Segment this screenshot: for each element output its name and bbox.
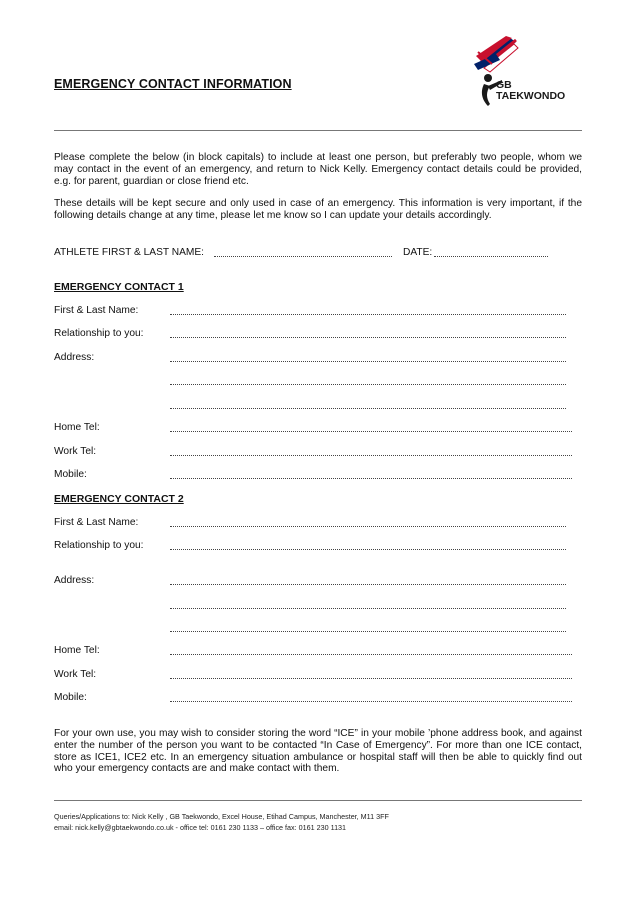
footer-address: Queries/Applications to: Nick Kelly , GB Taekwondo, Excel House, Etihad Campus, Manchester, M11 3FF <box>54 812 389 821</box>
contact2-heading: EMERGENCY CONTACT 2 <box>54 493 184 505</box>
contact1-address-row-2 <box>54 375 584 389</box>
privacy-paragraph: These details will be kept secure and only used in case of an emergency. This information is very important, if the following details change at any time, please let me know so I can update your details accordingly. <box>54 198 582 221</box>
contact2-work-tel-label: Work Tel: <box>54 669 97 680</box>
page-title: EMERGENCY CONTACT INFORMATION <box>54 77 292 91</box>
date-field[interactable] <box>434 256 548 257</box>
athlete-name-label: ATHLETE FIRST & LAST NAME: <box>54 247 205 258</box>
contact1-home-tel-label: Home Tel: <box>54 422 100 433</box>
footer-divider <box>54 800 582 801</box>
logo-wordmark <box>496 80 565 102</box>
ice-paragraph: For your own use, you may wish to consider storing the word “ICE” in your mobile ’phone address book, and against enter the number of the person you want to be contacted “In Case of Emergency”. For more than one ICE contact, store as ICE1, ICE2 etc. In an emergency situation ambulance or hospital staff will then be able to quickly find out who your emergency contacts are and make contact with them. <box>54 728 582 775</box>
logo-line-gb: GB <box>496 79 512 91</box>
contact1-name-row <box>54 305 584 319</box>
contact2-address-label: Address: <box>54 575 95 586</box>
athlete-row <box>54 247 582 261</box>
contact2-address-field-3[interactable] <box>170 631 566 632</box>
contact2-mobile-label: Mobile: <box>54 692 87 703</box>
footer-contact: email: nick.kelly@gbtaekwondo.co.uk - office tel: 0161 230 1133 – office fax: 0161 230 1131 <box>54 823 347 832</box>
contact2-address-field-2[interactable] <box>170 608 566 609</box>
contact2-address-row-2 <box>54 599 584 613</box>
contact1-work-tel-label: Work Tel: <box>54 446 97 457</box>
contact2-address-field-1[interactable] <box>170 584 566 585</box>
contact2-relationship-field[interactable] <box>170 549 566 550</box>
contact2-address-row-3 <box>54 622 584 636</box>
contact1-address-field-2[interactable] <box>170 384 566 385</box>
contact2-mobile-row <box>54 692 584 706</box>
contact2-work-tel-row <box>54 669 584 683</box>
contact2-relationship-row <box>54 540 584 554</box>
contact1-relationship-label: Relationship to you: <box>54 328 144 339</box>
contact2-mobile-field[interactable] <box>170 701 572 702</box>
contact2-name-row <box>54 517 584 531</box>
contact1-address-row <box>54 352 584 366</box>
contact2-home-tel-label: Home Tel: <box>54 645 100 656</box>
contact2-relationship-label: Relationship to you: <box>54 540 144 551</box>
contact1-address-field-3[interactable] <box>170 408 566 409</box>
date-label: DATE: <box>403 247 433 258</box>
contact1-address-label: Address: <box>54 352 95 363</box>
gb-taekwondo-logo <box>466 34 576 114</box>
contact1-heading: EMERGENCY CONTACT 1 <box>54 281 184 293</box>
contact2-home-tel-field[interactable] <box>170 654 572 655</box>
contact1-home-tel-field[interactable] <box>170 431 572 432</box>
contact1-mobile-field[interactable] <box>170 478 572 479</box>
contact1-mobile-row <box>54 469 584 483</box>
contact1-work-tel-field[interactable] <box>170 455 572 456</box>
contact2-name-label: First & Last Name: <box>54 517 139 528</box>
contact2-address-row <box>54 575 584 589</box>
contact2-name-field[interactable] <box>170 526 566 527</box>
contact1-mobile-label: Mobile: <box>54 469 87 480</box>
contact1-address-row-3 <box>54 399 584 413</box>
contact1-name-label: First & Last Name: <box>54 305 139 316</box>
contact2-home-tel-row <box>54 645 584 659</box>
contact1-home-tel-row <box>54 422 584 436</box>
contact1-relationship-field[interactable] <box>170 337 566 338</box>
contact1-address-field-1[interactable] <box>170 361 566 362</box>
contact1-work-tel-row <box>54 446 584 460</box>
contact1-name-field[interactable] <box>170 314 566 315</box>
logo-line-taekwondo: TAEKWONDO <box>496 90 566 102</box>
contact2-work-tel-field[interactable] <box>170 678 572 679</box>
contact1-relationship-row <box>54 328 584 342</box>
header-divider <box>54 130 582 131</box>
intro-paragraph: Please complete the below (in block capitals) to include at least one person, but preferably two people, whom we may contact in the event of an emergency, and return to Nick Kelly. Emergency contact details could be provided, e.g. for parent, guardian or close friend etc. <box>54 152 582 187</box>
athlete-name-field[interactable] <box>214 256 392 257</box>
